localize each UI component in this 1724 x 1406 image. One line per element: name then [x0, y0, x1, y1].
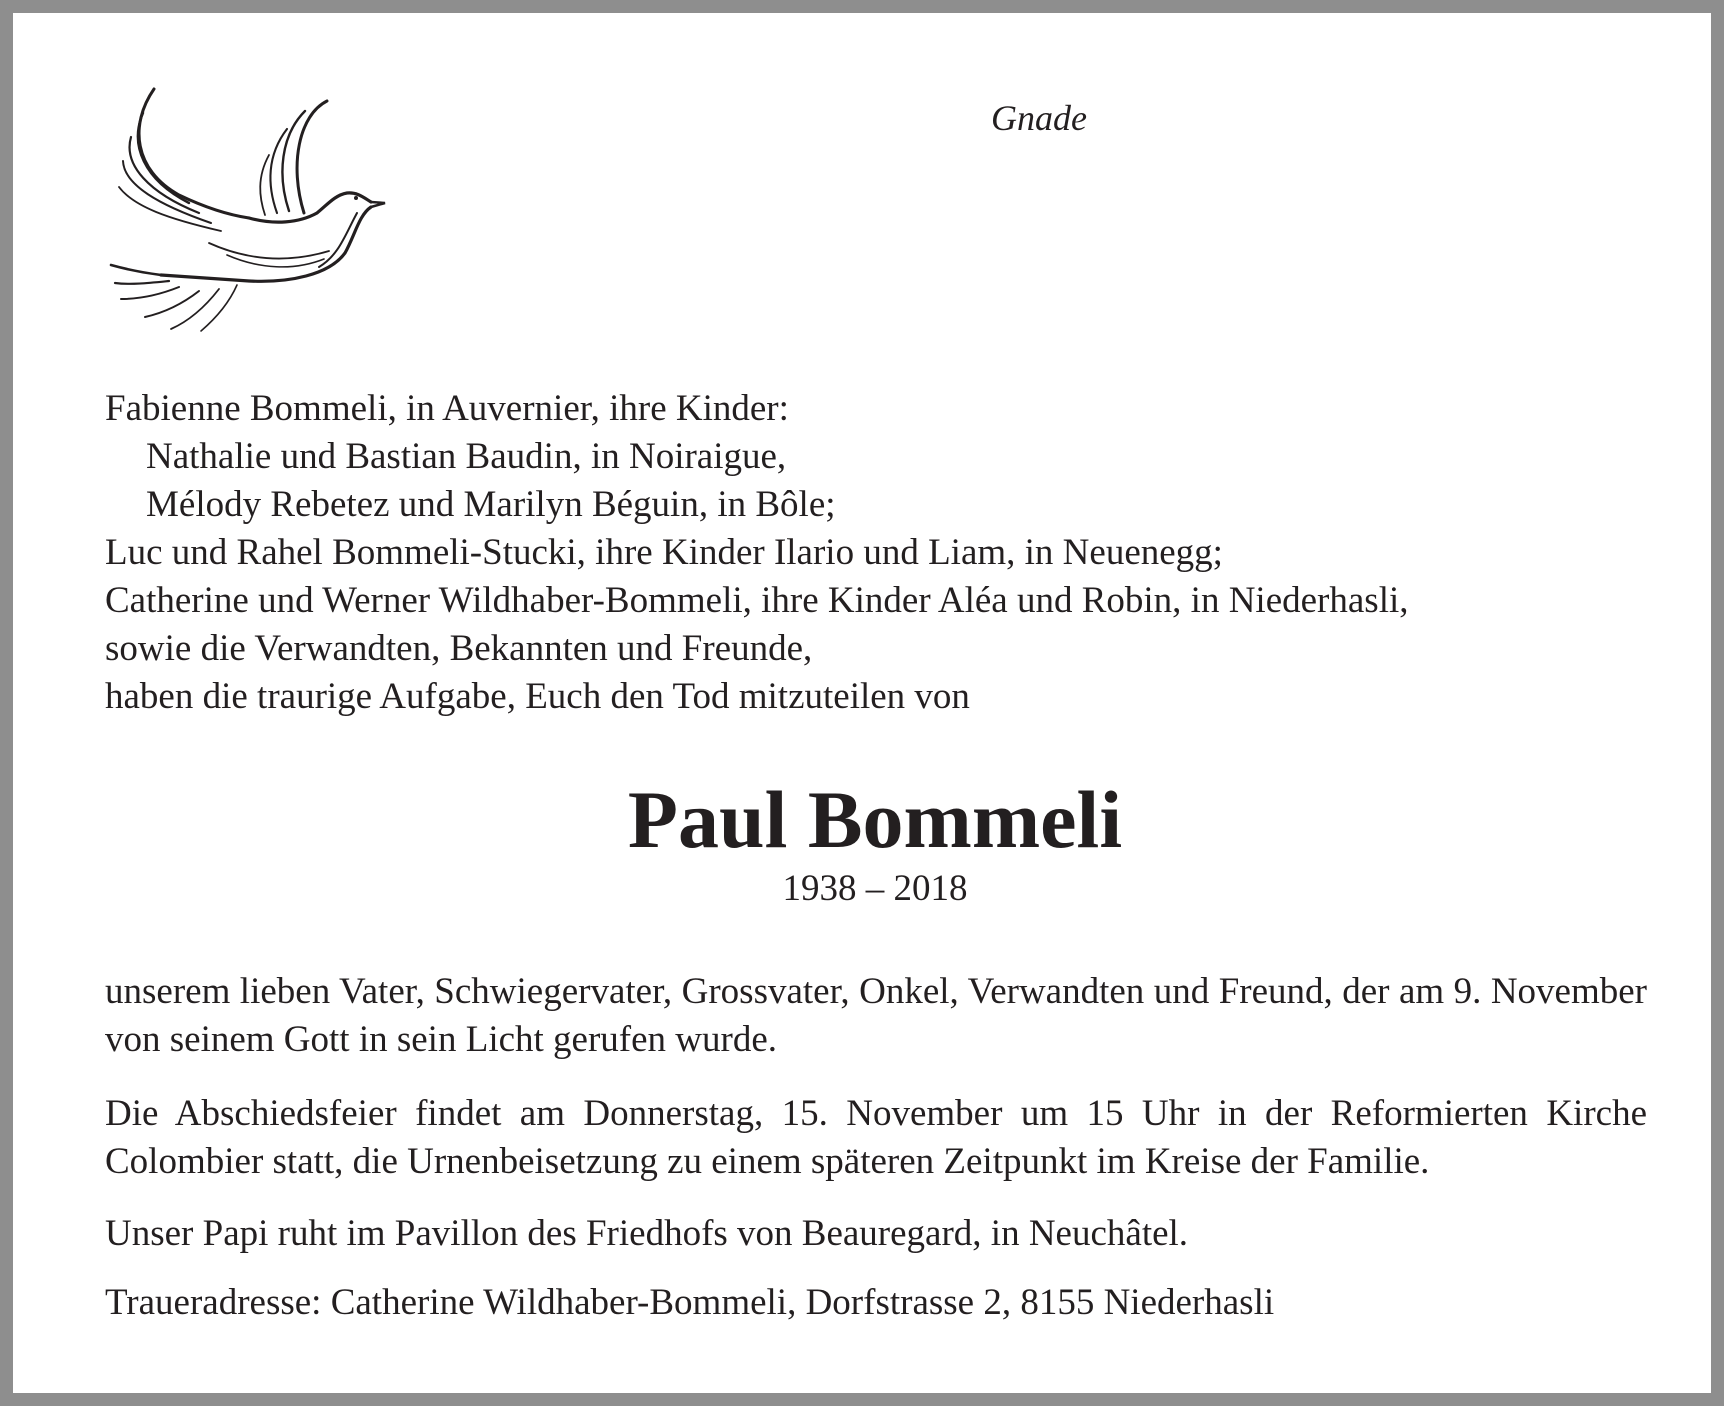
tribute-paragraph: unserem lieben Vater, Schwiegervater, Grossvater, Onkel, Verwandten und Freund, der am 9. November von seinem Gott in sein Licht gerufen wurde.: [105, 971, 1647, 1060]
family-line: Luc und Rahel Bommeli-Stucki, ihre Kinder Ilario und Liam, in Neuenegg;: [105, 532, 1223, 573]
ceremony-paragraph: Die Abschiedsfeier findet am Donnerstag, 15. November um 15 Uhr in der Reformierten Kirche Colombier statt, die Urnenbeisetzung zu einem späteren Zeitpunkt im Kreise der Familie.: [105, 1093, 1647, 1182]
family-line: Fabienne Bommeli, in Auvernier, ihre Kinder:: [105, 388, 789, 429]
family-line: haben die traurige Aufgabe, Euch den Tod mitzuteilen von: [105, 676, 970, 717]
motto: Gnade: [991, 98, 1087, 138]
family-line: Nathalie und Bastian Baudin, in Noiraigue,: [146, 436, 787, 477]
deceased-name: Paul Bommeli: [627, 774, 1123, 865]
life-dates: 1938 – 2018: [782, 868, 968, 909]
family-line: Mélody Rebetez und Marilyn Béguin, in Bôle;: [146, 484, 836, 525]
mourning-address: Traueradresse: Catherine Wildhaber-Bommeli, Dorfstrasse 2, 8155 Niederhasli: [105, 1282, 1275, 1323]
family-line: sowie die Verwandten, Bekannten und Freunde,: [105, 628, 813, 669]
dove-icon: [109, 85, 399, 335]
resting-place-paragraph: Unser Papi ruht im Pavillon des Friedhofs von Beauregard, in Neuchâtel.: [105, 1213, 1189, 1254]
family-line: Catherine und Werner Wildhaber-Bommeli, ihre Kinder Aléa und Robin, in Niederhasli,: [105, 580, 1409, 621]
family-list: [105, 385, 1409, 721]
